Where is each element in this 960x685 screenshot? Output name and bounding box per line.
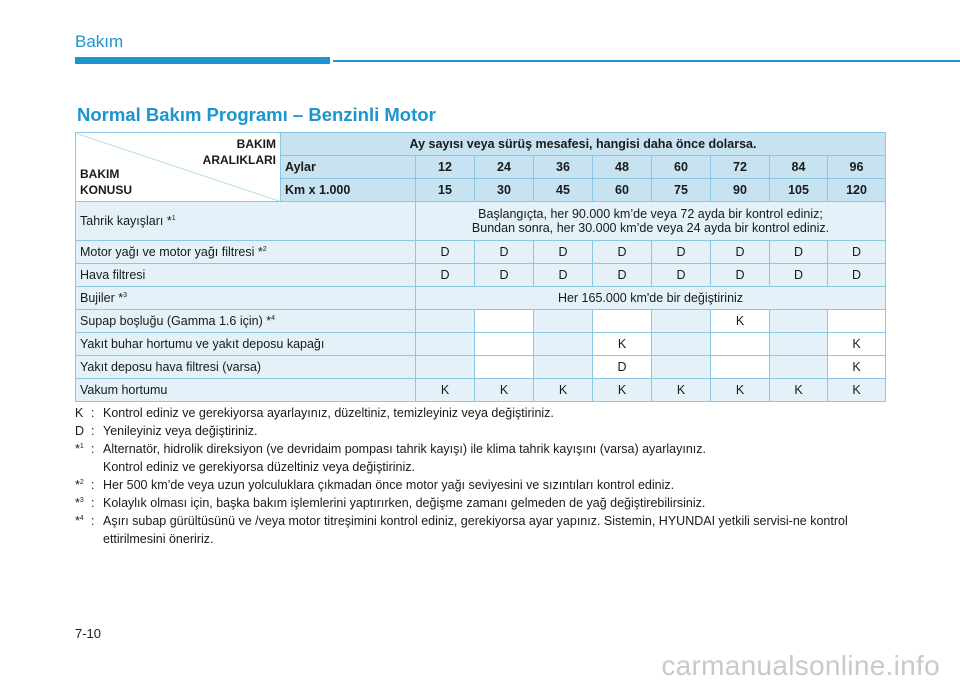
schedule-cell: K [828, 379, 886, 402]
km-cell: 45 [534, 179, 593, 202]
schedule-cell [416, 333, 475, 356]
interval-note: Her 165.000 km'de bir değiştiriniz [416, 287, 886, 310]
schedule-cell: D [652, 241, 711, 264]
schedule-cell [652, 310, 711, 333]
schedule-cell [828, 310, 886, 333]
schedule-cell: K [828, 356, 886, 379]
item-label: Motor yağı ve motor yağı filtresi *$^2$ [76, 241, 416, 264]
schedule-cell [652, 333, 711, 356]
schedule-cell: K [711, 310, 770, 333]
schedule-cell: K [593, 379, 652, 402]
schedule-cell: D [593, 356, 652, 379]
schedule-cell: D [475, 241, 534, 264]
table-row [76, 356, 886, 379]
schedule-cell [770, 310, 828, 333]
month-cell: 96 [828, 156, 886, 179]
km-cell: 60 [593, 179, 652, 202]
note-item: D : Yenileyiniz veya değiştiriniz. [75, 424, 258, 438]
table-row [76, 310, 886, 333]
schedule-cell [711, 356, 770, 379]
schedule-cell [770, 333, 828, 356]
schedule-cell: D [534, 264, 593, 287]
month-cell: 24 [475, 156, 534, 179]
km-cell: 30 [475, 179, 534, 202]
schedule-cell: D [828, 241, 886, 264]
schedule-cell [475, 356, 534, 379]
schedule-cell: K [770, 379, 828, 402]
table-row [76, 264, 886, 287]
schedule-cell: D [534, 241, 593, 264]
schedule-cell [711, 333, 770, 356]
item-label: Tahrik kayışları *$^1$ [76, 202, 416, 241]
month-cell: 12 [416, 156, 475, 179]
km-cell: 120 [828, 179, 886, 202]
month-cell: 84 [770, 156, 828, 179]
schedule-cell: D [593, 241, 652, 264]
months-label: Aylar [281, 156, 416, 179]
header-rule-thin [333, 60, 960, 62]
maintenance-schedule-table [75, 132, 886, 402]
km-cell: 75 [652, 179, 711, 202]
page-number: 7-10 [75, 626, 102, 641]
month-cell: 48 [593, 156, 652, 179]
schedule-cell [770, 356, 828, 379]
schedule-cell [475, 310, 534, 333]
schedule-cell: K [652, 379, 711, 402]
schedule-cell [416, 310, 475, 333]
schedule-cell [534, 356, 593, 379]
schedule-cell: D [770, 264, 828, 287]
item-label: Bujiler *$^3$ [76, 287, 416, 310]
page-heading: Normal Bakım Programı – Benzinli Motor [77, 104, 436, 125]
month-cell: 60 [652, 156, 711, 179]
km-cell: 15 [416, 179, 475, 202]
schedule-cell: D [475, 264, 534, 287]
schedule-cell [534, 333, 593, 356]
item-label: Yakıt deposu hava filtresi (varsa) [76, 356, 416, 379]
note-item: *$^2$ : Her 500 km’de veya uzun yolculuklara çıkmadan önce motor yağı seviyesini ve sızıntıları kontrol ediniz. [75, 478, 675, 492]
schedule-cell: D [711, 264, 770, 287]
item-label: Yakıt buhar hortumu ve yakıt deposu kapağı [76, 333, 416, 356]
schedule-cell [534, 310, 593, 333]
interval-header: Ay sayısı veya sürüş mesafesi, hangisi daha önce dolarsa. [281, 133, 886, 156]
month-cell: 36 [534, 156, 593, 179]
km-cell: 105 [770, 179, 828, 202]
table-row [76, 241, 886, 264]
item-label: Supap boşluğu (Gamma 1.6 için) *$^4$ [76, 310, 416, 333]
schedule-cell: D [416, 264, 475, 287]
watermark: carmanualsonline.info [661, 650, 940, 681]
table-row [76, 333, 886, 356]
legend-notes [75, 404, 890, 548]
interval-note: Başlangıçta, her 90.000 km’de veya 72 ayda bir kontrol ediniz; Bundan sonra, her 30.000 km’de veya 24 ayda bir kontrol ediniz. [416, 202, 886, 241]
table-row [76, 202, 886, 241]
schedule-cell: K [475, 379, 534, 402]
section-title: Bakım [75, 32, 124, 51]
header-rule-thick [75, 57, 330, 64]
schedule-cell: D [770, 241, 828, 264]
schedule-cell: D [828, 264, 886, 287]
note-item: *$^3$ : Kolaylık olması için, başka bakım işlemlerini yaptırırken, değişme zamanı gelmeden de yağ değiştirebilirsiniz. [75, 496, 706, 510]
month-cell: 72 [711, 156, 770, 179]
schedule-cell: K [534, 379, 593, 402]
item-label: Hava filtresi [76, 264, 416, 287]
schedule-cell: K [828, 333, 886, 356]
note-item: K : Kontrol ediniz ve gerekiyorsa ayarlayınız, düzeltiniz, temizleyiniz veya değiştiriniz. [75, 406, 554, 420]
schedule-cell: D [593, 264, 652, 287]
schedule-cell [475, 333, 534, 356]
schedule-cell: D [711, 241, 770, 264]
schedule-cell: K [711, 379, 770, 402]
note-item: *$^4$ : Aşırı subap gürültüsünü ve /veya motor titreşimini kontrol ediniz, gerekiyorsa ayar yapınız. Sistemin, HYUNDAI yetkili servisi-ne kontrol ettirilmesini öneririz. [75, 514, 848, 546]
schedule-cell: K [416, 379, 475, 402]
note-item: *$^1$ : Alternatör, hidrolik direksiyon (ve devridaim pompası tahrik kayışı) ile klima tahrik kayışını (varsa) ayarlayınız. [75, 442, 706, 456]
item-label: Vakum hortumu [76, 379, 416, 402]
corner-cell: BAKIM ARALIKLARI BAKIM KONUSU [76, 133, 281, 202]
schedule-cell [593, 310, 652, 333]
km-label: Km x 1.000 [281, 179, 416, 202]
note-continuation: Kontrol ediniz ve gerekiyorsa düzeltiniz veya değiştiriniz. [103, 460, 415, 474]
km-cell: 90 [711, 179, 770, 202]
table-row [76, 287, 886, 310]
schedule-cell [416, 356, 475, 379]
schedule-cell: D [652, 264, 711, 287]
schedule-cell: D [416, 241, 475, 264]
table-row [76, 379, 886, 402]
schedule-cell: K [593, 333, 652, 356]
schedule-cell [652, 356, 711, 379]
